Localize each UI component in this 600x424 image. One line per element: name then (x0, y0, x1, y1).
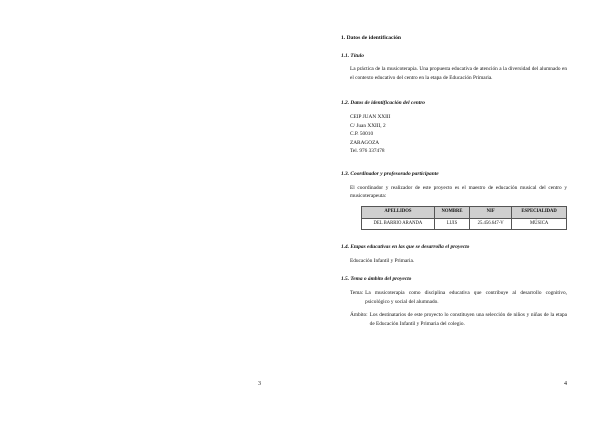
table-cell-especialidad: MÚSICA (512, 218, 567, 230)
ambito-text: Los destinatarios de este proyecto lo constituyen una selección de niños y niñas de la etapa de Educación Infantil y Primaria del colegio. (369, 312, 567, 327)
tema-block (341, 289, 567, 306)
table-cell-nif: 25.456.647-V (470, 218, 512, 230)
table-cell-apellidos: DEL BARRIO ARANDA (362, 218, 435, 230)
table-cell-nombre: LUIS (434, 218, 469, 230)
section-1-5-title: 1.5. Tema o ámbito del proyecto (341, 276, 412, 283)
left-page-number: 3 (258, 381, 261, 387)
center-postal-code: C.P. 50010 (350, 131, 374, 138)
table-header-row (362, 206, 567, 218)
tema-label: Tema: (350, 290, 364, 297)
tema-text: La musicoterapia como disciplina educativa que contribuye al desarrollo cognitivo, psicológico y social del alumnado. (365, 290, 567, 305)
section-1-4-title: 1.4. Etapas educativas en las que se desarrolla el proyecto (341, 244, 470, 251)
section-1-1-title: 1.1. Título (341, 52, 364, 59)
section-1-3-text: El coordinador y realizador de este proyecto es el maestro de educación musical del centro y musicoterapeuta: (350, 184, 567, 200)
table-row (362, 218, 567, 230)
center-name: CEIP JUAN XXIII (350, 113, 391, 120)
document-content (341, 34, 567, 328)
section-1-2-title: 1.2. Datos de identificación del centro (341, 100, 425, 107)
table-header-apellidos: APELLIDOS (362, 206, 435, 218)
participants-table (361, 206, 567, 231)
section-1-3-title: 1.3. Coordinador y profesorado participante (341, 170, 439, 177)
right-page (300, 0, 600, 424)
table-header-especialidad: ESPECIALIDAD (512, 206, 567, 218)
center-phone: Tel. 976 337478 (350, 148, 385, 155)
ambito-label: Ámbito: (350, 312, 368, 319)
table-header-nif: NIF (470, 206, 512, 218)
section-1-1-text: La práctica de la musicoterapia. Una propuesta educativa de atención a la diversidad del alumnado en el contexto educativo del centro en la etapa de Educación Primaria. (350, 66, 567, 81)
section-1-4-text: Educación Infantil y Primaria. (350, 257, 415, 264)
table-header-nombre: NOMBRE (434, 206, 469, 218)
ambito-block (341, 311, 567, 328)
section-1-title: 1. Datos de identificación (341, 35, 401, 41)
center-street: C/ Juan XXIII, 2 (350, 122, 386, 129)
right-page-number: 4 (564, 381, 567, 387)
center-address (341, 113, 567, 156)
center-city: ZARAGOZA (350, 139, 380, 146)
